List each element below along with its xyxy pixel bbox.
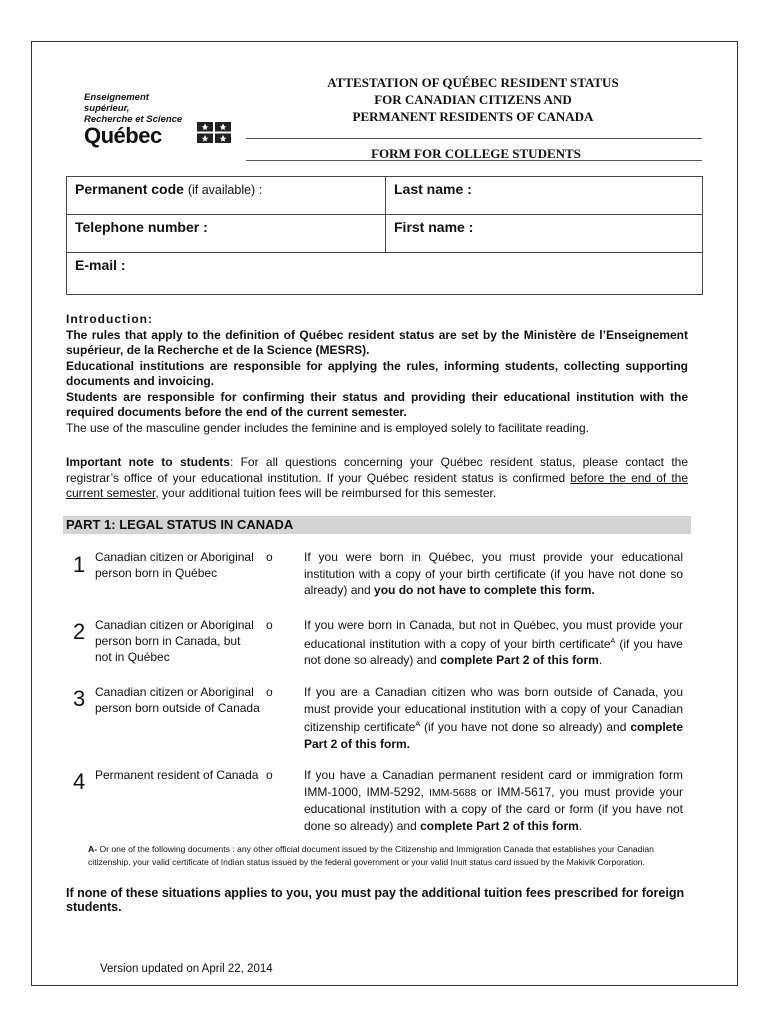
- footnote: A- Or one of the following documents : any other official document issued by the Citizenship and Immigration Canada that establishes your Canadian citizenship, your valid certificate of Indian status issued by the federal government or your valid Inuit status card issued by the Makivik Corporation.: [88, 844, 654, 867]
- logo-quebec-wordmark: Québec: [84, 123, 162, 148]
- checkbox-option[interactable]: o: [266, 768, 273, 782]
- item-description: If you were born in Canada, but not in Québec, you must provide your educational institution with a copy of your birth certificate$^A$ (if you have not done so already) and complete Part 2 of this form.: [304, 618, 683, 667]
- identification-table: [66, 176, 703, 295]
- item-description: If you have a Canadian permanent resident card or immigration form IMM-1000, IMM-5292, IMM-5688 or IMM-5617, you must provide your educational institution with a copy of the card or form (if you have not done so already) and complete Part 2 of this form.: [304, 768, 684, 833]
- permanent-code-field[interactable]: Permanent code (if available) :: [67, 177, 386, 215]
- item-description: If you were born in Québec, you must provide your educational institution with a copy of your birth certificate (if you have not done so already) and you do not have to complete this form.: [304, 550, 683, 597]
- last-name-field[interactable]: Last name :: [386, 177, 703, 215]
- telephone-field[interactable]: Telephone number :: [67, 215, 386, 253]
- part1-heading: PART 1: LEGAL STATUS IN CANADA: [63, 516, 691, 534]
- foreign-students-note: If none of these situations applies to you, you must pay the additional tuition fees prescribed for foreign students.: [66, 886, 685, 914]
- version-date: Version updated on April 22, 2014: [100, 963, 273, 975]
- checkbox-option[interactable]: o: [266, 685, 273, 699]
- quebec-flag-icon: [197, 122, 231, 143]
- item-category: Canadian citizen or Aboriginal person born in Canada, but not in Québec: [95, 618, 254, 664]
- item-description: If you are a Canadian citizen who was born outside of Canada, you must provide your educational institution with a copy of your Canadian citizenship certificate$^A$ (if you have not done so already) and complete Part 2 of this form.: [304, 685, 683, 751]
- item-number: 4: [73, 769, 86, 794]
- logo-ministry-text: Enseignement supérieur, Recherche et Science: [84, 92, 183, 125]
- introduction-section: [66, 312, 688, 436]
- intro-paragraph-2: Educational institutions are responsible for applying the rules, informing students, collecting supporting documents and invoicing.: [66, 358, 688, 388]
- intro-paragraph-1: The rules that apply to the definition of Québec resident status are set by the Ministère de l’Enseignement supérieur, de la Recherche et de la Science (MESRS).: [66, 327, 688, 357]
- intro-paragraph-4: The use of the masculine gender includes the feminine and is employed solely to facilitate reading.: [66, 420, 589, 435]
- title-rule-bottom: [246, 160, 702, 161]
- item-category: Permanent resident of Canada: [95, 768, 259, 782]
- intro-paragraph-3: Students are responsible for confirming their status and providing their educational institution with the required documents before the end of the current semester.: [66, 389, 688, 419]
- checkbox-option[interactable]: o: [266, 550, 273, 564]
- document-title: ATTESTATION OF QUÉBEC RESIDENT STATUS FOR CANADIAN CITIZENS AND PERMANENT RESIDENTS OF CANADA: [327, 75, 619, 124]
- email-field[interactable]: E-mail :: [67, 253, 703, 295]
- first-name-field[interactable]: First name :: [386, 215, 703, 253]
- item-category: Canadian citizen or Aboriginal person born outside of Canada: [95, 685, 260, 715]
- item-number: 3: [73, 686, 86, 711]
- checkbox-option[interactable]: o: [266, 618, 273, 632]
- item-number: 1: [73, 552, 86, 577]
- item-category: Canadian citizen or Aboriginal person born in Québec: [95, 550, 254, 580]
- introduction-heading: Introduction:: [66, 312, 153, 326]
- important-note: Important note to students: For all questions concerning your Québec resident status, please contact the registrar’s office of your educational institution. If your Québec resident status is confirmed before the end of the current semester, your additional tuition fees will be reimbursed for this semester.: [66, 455, 689, 500]
- item-number: 2: [73, 619, 86, 644]
- title-rule-top: [246, 138, 702, 139]
- form-title: FORM FOR COLLEGE STUDENTS: [371, 146, 581, 161]
